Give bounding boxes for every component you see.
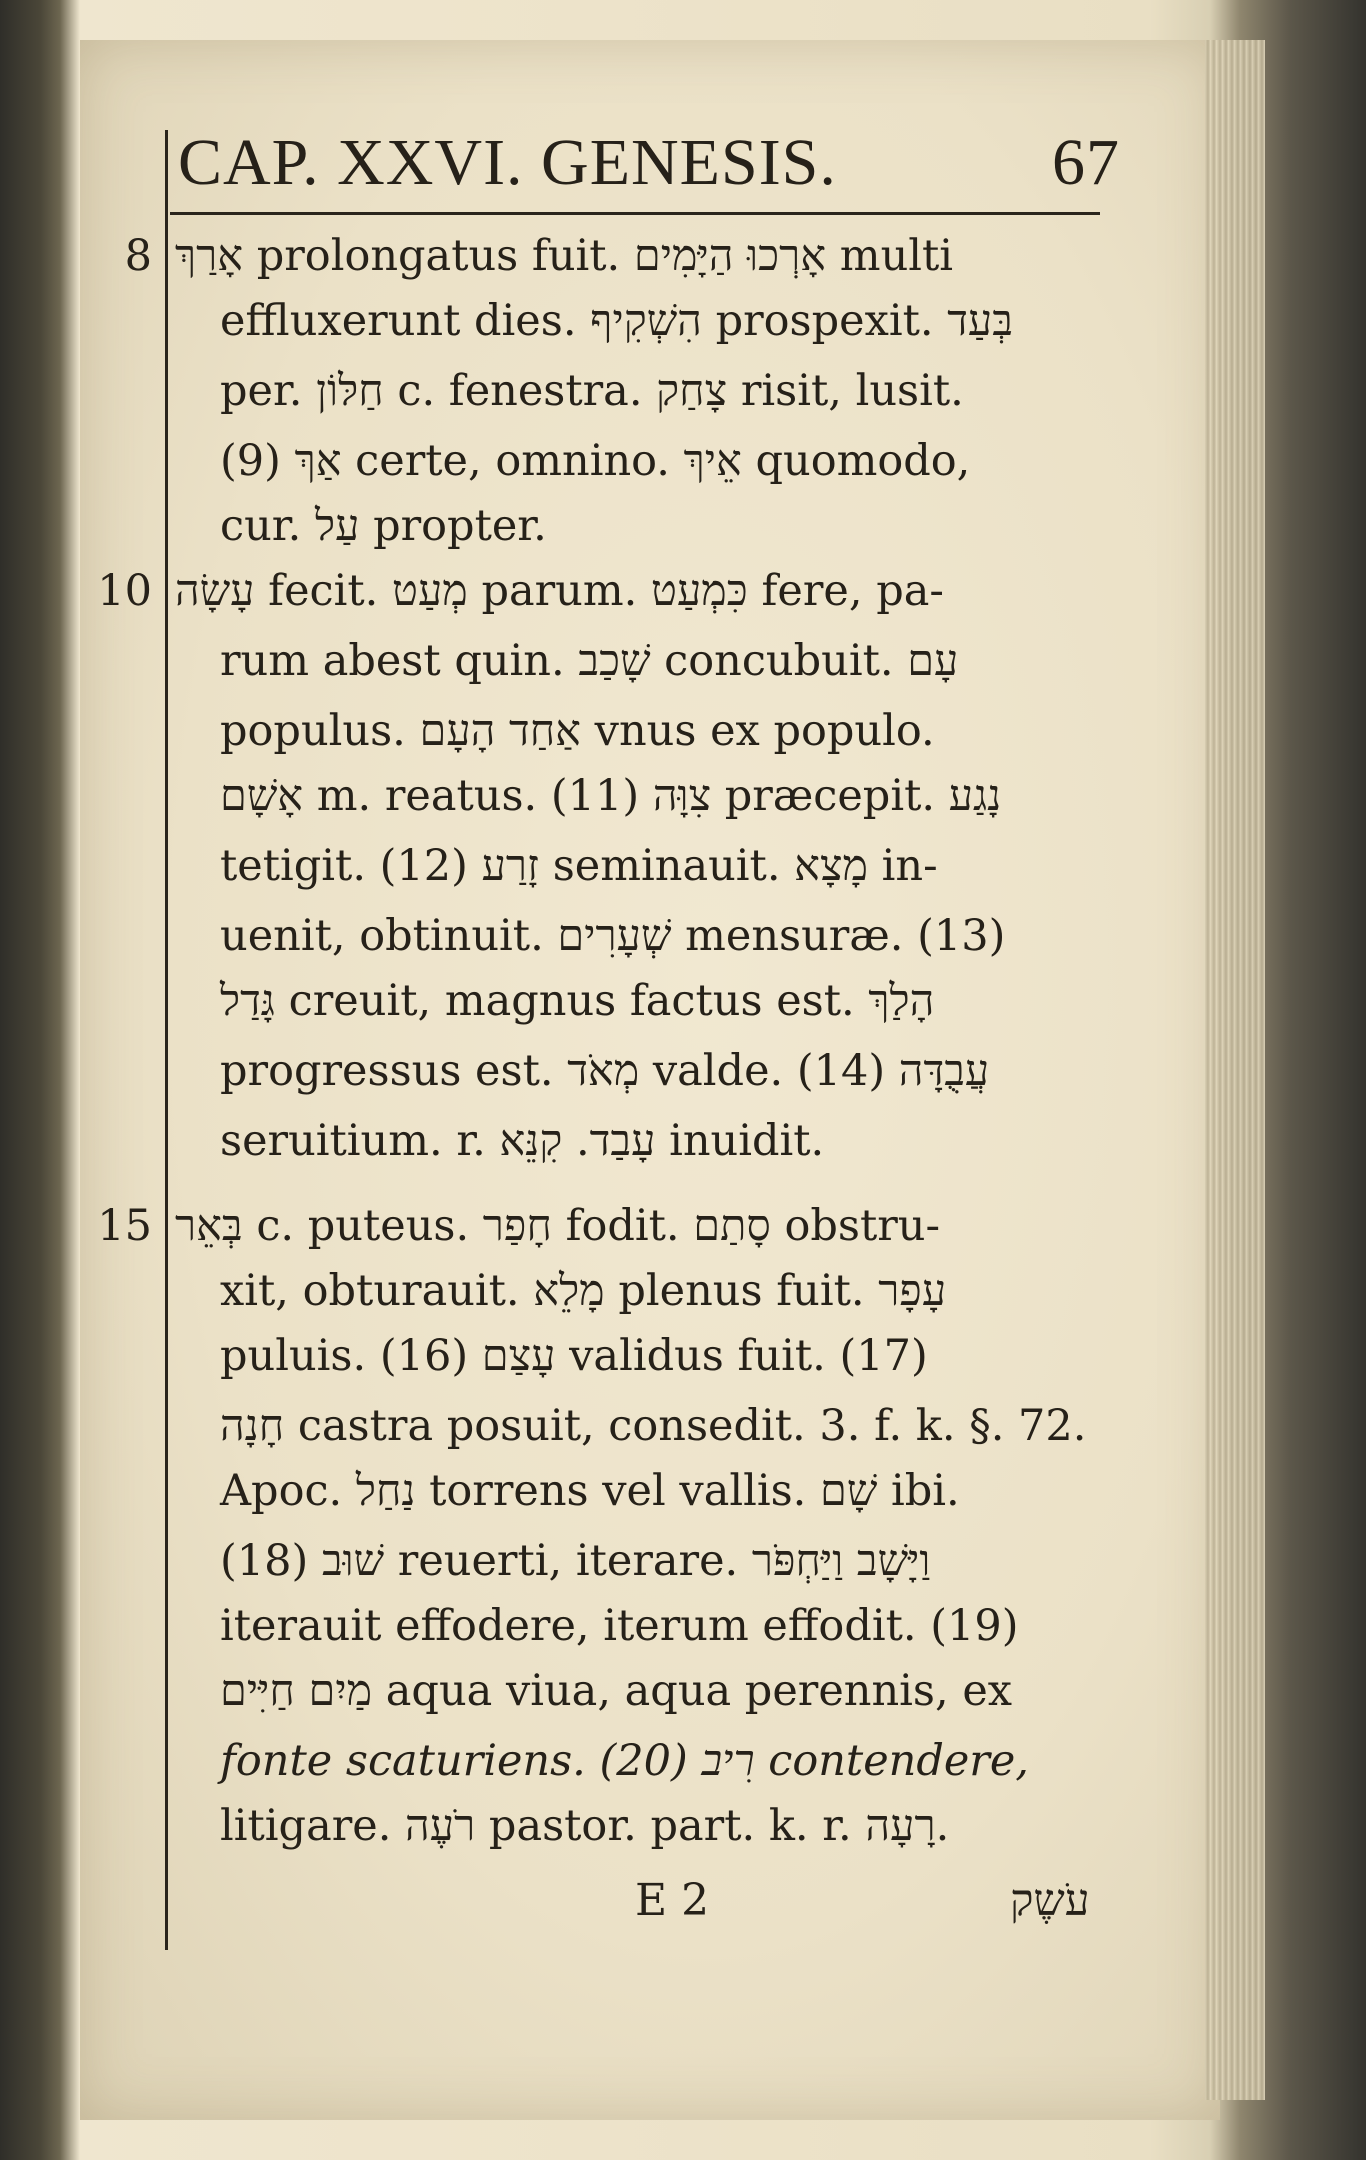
signature-mark: E 2 [635, 1875, 710, 1926]
text-line-9: אָשָׁם m. reatus. (11) צִוָּה præcepit. נָגַע [220, 771, 1002, 821]
text-line-16: xit, obturauit. מָלֵא plenus fuit. עָפָר [220, 1266, 947, 1316]
text-line-15: בְּאֵר c. puteus. חָפַר fodit. סָתַם obstru- [175, 1201, 941, 1251]
text-line-21: iterauit effodere, iterum effodit. (19) [220, 1601, 1019, 1651]
text-line-7: rum abest quin. שָׁכַב concubuit. עָם [220, 636, 959, 686]
text-line-14: seruitium. r. עָבַד. קִנֵּא inuidit. [220, 1116, 825, 1166]
text-line-3: per. חַלּוֹן c. fenestra. צָחַק risit, lusit. [220, 366, 964, 416]
text-line-24: litigare. רֹעֶה pastor. part. k. r. רָעָה. [220, 1801, 950, 1851]
text-line-18: חָנָה castra posuit, consedit. 3. f. k. §. 72. [220, 1401, 1087, 1451]
page-number: 67 [1052, 126, 1120, 199]
text-line-17: puluis. (16) עָצַם validus fuit. (17) [220, 1331, 928, 1381]
margin-number-15: 15 [97, 1201, 152, 1251]
text-line-1: אָרַךְ prolongatus fuit. אָרְכוּ הַיָּמִים multi [175, 231, 954, 281]
text-line-11: uenit, obtinuit. שְׁעָרִים mensuræ. (13) [220, 911, 1006, 961]
running-head-title: CAP. XXVI. GENESIS. [178, 126, 837, 199]
margin-number-8: 8 [124, 231, 152, 281]
text-line-6: עָשָׂה fecit. מְעַט parum. כִּמְעַט fere, pa- [175, 566, 944, 616]
text-line-13: progressus est. מְאֹד valde. (14) עֲבֻדָּה [220, 1046, 990, 1096]
text-line-19: Apoc. נַחַל torrens vel vallis. שָׁם ibi. [220, 1466, 960, 1516]
text-line-10: tetigit. (12) זָרַע seminauit. מָצָא in- [220, 841, 938, 891]
text-line-23: fonte scaturiens. (20) רִיב contendere, [220, 1736, 1029, 1786]
text-line-12: גָּדַל creuit, magnus factus est. הָלַךְ [220, 976, 935, 1026]
text-line-20: (18) שׁוּב reuerti, iterare. וַיָּשָׁב וַיַּחְפֹּר [220, 1536, 931, 1586]
margin-rule [165, 130, 168, 1950]
text-line-4: (9) אַךְ certe, omnino. אֵיךְ quomodo, [220, 436, 971, 486]
text-line-8: populus. אַחַד הָעָם vnus ex populo. [220, 706, 935, 756]
text-line-2: effluxerunt dies. הִשְׁקִיף prospexit. בְּעַד [220, 296, 1013, 346]
running-head [178, 125, 1130, 205]
margin-number-10: 10 [97, 566, 152, 616]
catchword: עֹשֶק [1010, 1875, 1090, 1926]
text-line-5: cur. עַל propter. [220, 501, 547, 551]
text-line-22: מַיִם חַיִּים aqua viua, aqua perennis, ex [220, 1666, 1013, 1716]
head-rule [170, 212, 1100, 215]
